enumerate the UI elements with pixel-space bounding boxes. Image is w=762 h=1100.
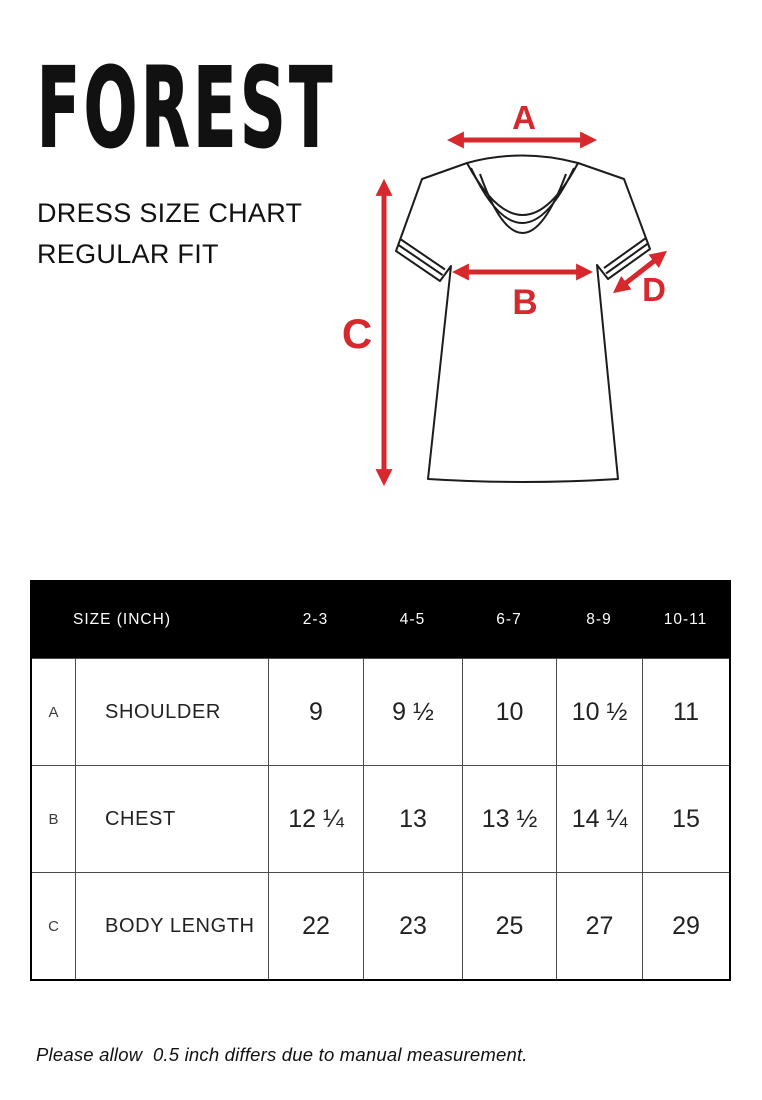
measurement-value: 13 ½ (462, 765, 556, 872)
size-column-header: 2-3 (268, 582, 363, 658)
page-title-line1: DRESS SIZE CHART (37, 198, 303, 228)
page-title-line2: REGULAR FIT (37, 239, 219, 269)
row-letter: C (32, 872, 75, 979)
measurement-value: 15 (642, 765, 729, 872)
size-column-header: 10-11 (642, 582, 729, 658)
label-a: A (512, 99, 536, 136)
label-b: B (512, 283, 538, 322)
label-d: D (642, 271, 666, 308)
row-measurement-name: SHOULDER (75, 658, 268, 765)
measurement-value: 23 (363, 872, 462, 979)
measurement-value: 22 (268, 872, 363, 979)
measurement-value: 12 ¼ (268, 765, 363, 872)
size-column-header: 8-9 (556, 582, 642, 658)
measurement-value: 29 (642, 872, 729, 979)
measurement-disclaimer: Please allow 0.5 inch differs due to manual measurement. (36, 1044, 528, 1065)
label-c: C (341, 310, 373, 357)
measurement-value: 25 (462, 872, 556, 979)
row-measurement-name: BODY LENGTH (75, 872, 268, 979)
row-letter: B (32, 765, 75, 872)
row-letter: A (32, 658, 75, 765)
row-measurement-name: CHEST (75, 765, 268, 872)
dress-measurement-diagram (330, 82, 760, 522)
size-table-header-label: SIZE (INCH) (32, 582, 268, 658)
measurement-value: 9 ½ (363, 658, 462, 765)
measurement-value: 10 ½ (556, 658, 642, 765)
measurement-value: 13 (363, 765, 462, 872)
measurement-value: 10 (462, 658, 556, 765)
size-table (30, 580, 731, 981)
measurement-value: 9 (268, 658, 363, 765)
page-title (37, 193, 302, 275)
measurement-value: 27 (556, 872, 642, 979)
size-column-header: 6-7 (462, 582, 556, 658)
measurement-value: 14 ¼ (556, 765, 642, 872)
size-column-header: 4-5 (363, 582, 462, 658)
measurement-value: 11 (642, 658, 729, 765)
brand-logo: FOREST (37, 44, 337, 172)
